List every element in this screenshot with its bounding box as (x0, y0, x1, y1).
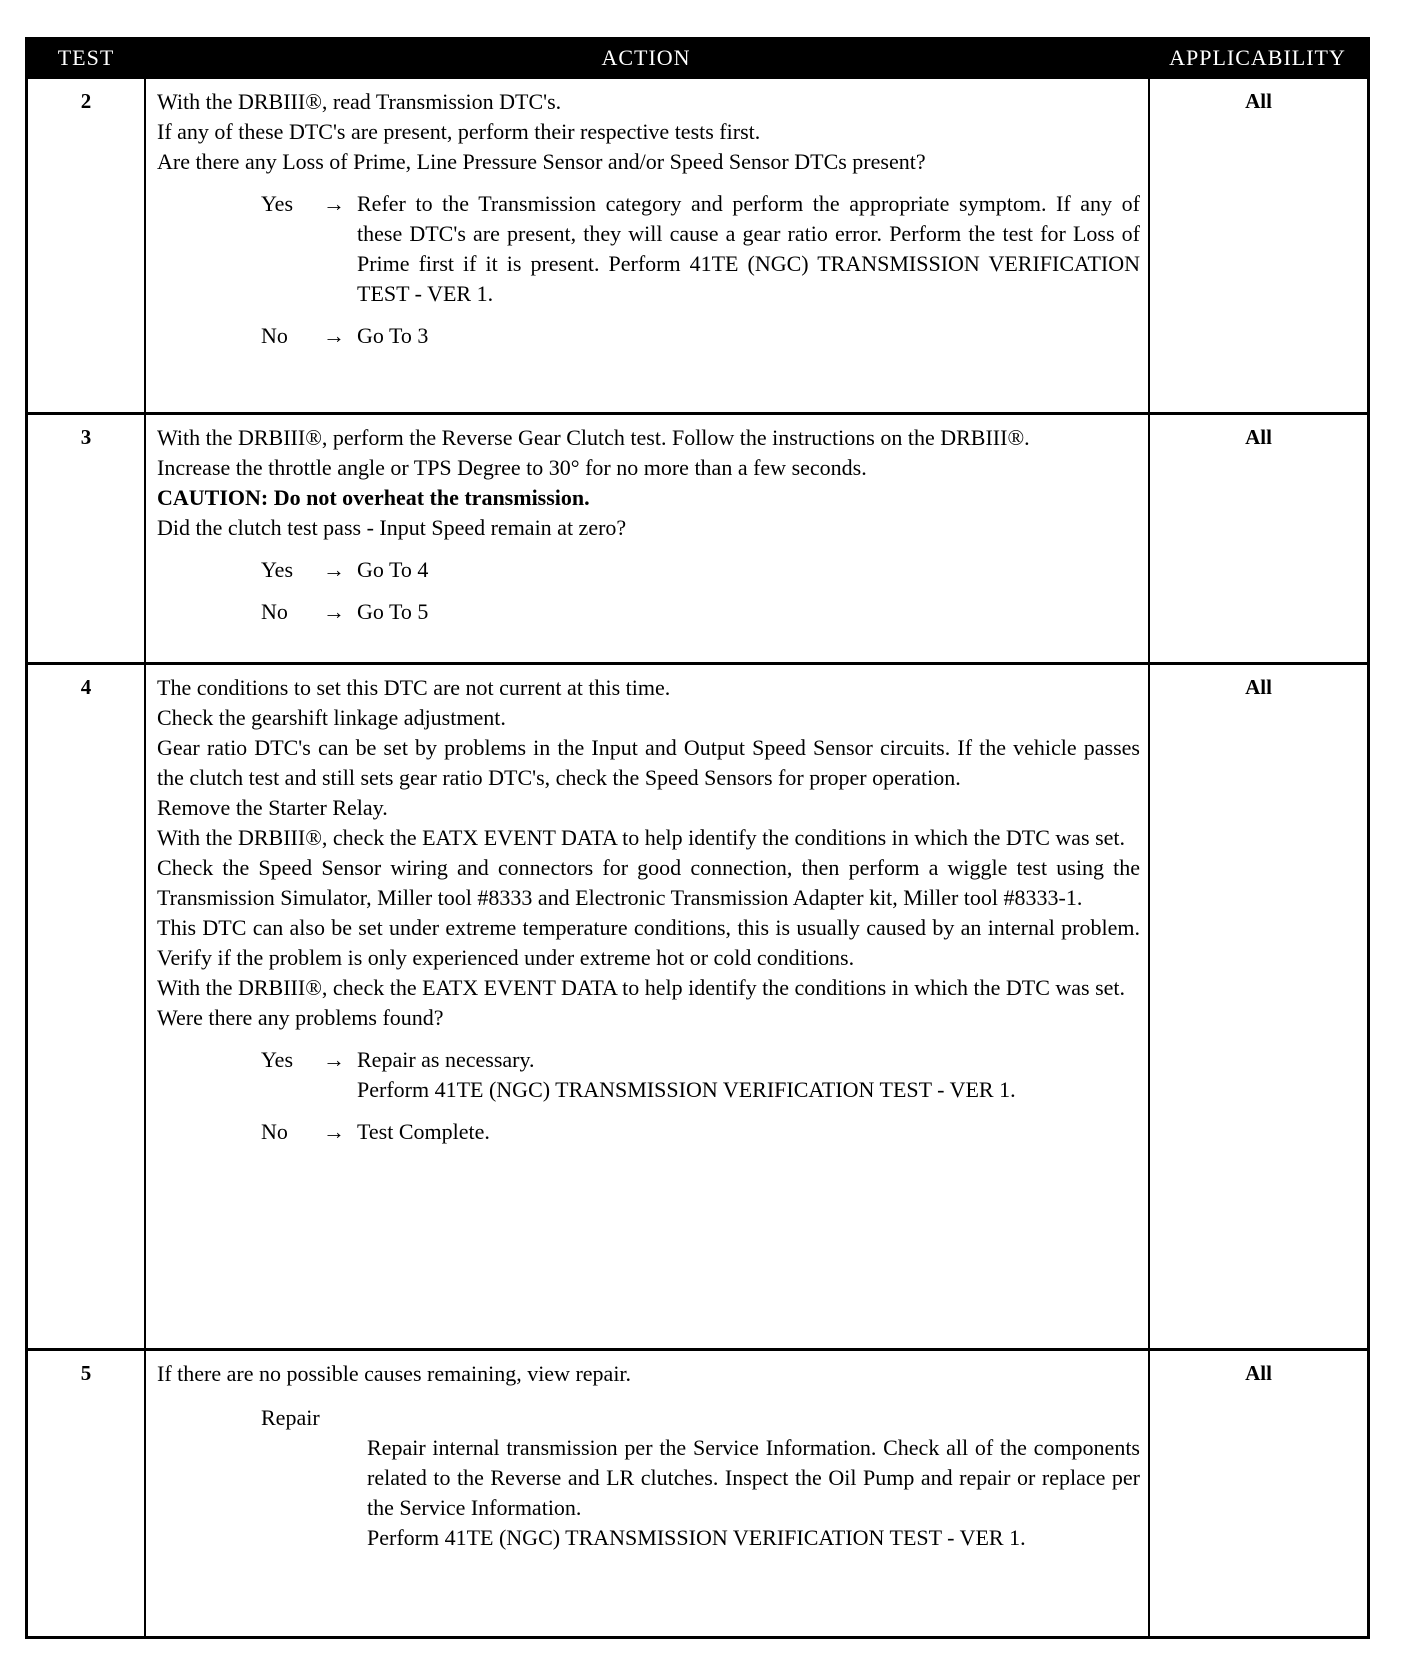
yes-text-line: Repair as necessary. (357, 1047, 535, 1072)
action-line: This DTC can also be set under extreme temperature conditions, this is usually caused by an internal problem. Verify if the problem is only experienced under extreme hot or cold conditions. (157, 915, 1140, 970)
yes-answer (157, 555, 1140, 585)
yes-text: Refer to the Transmission category and perform the appropriate symptom. If any of these DTC's are present, they will cause a gear ratio error. Perform the test for Loss of Prime first if it is present. Perform 41TE (NGC) TRANSMISSION VERIFICATION TEST - VER 1. (357, 191, 1140, 306)
test-number: 5 (28, 1351, 146, 1636)
action-line: With the DRBIII®, check the EATX EVENT DATA to help identify the conditions in which the DTC was set. (157, 825, 1126, 850)
arrow-icon: → (323, 1119, 345, 1144)
diagnostic-table (25, 37, 1370, 1639)
action-line: With the DRBIII®, check the EATX EVENT DATA to help identify the conditions in which the DTC was set. (157, 975, 1126, 1000)
applicability-cell: All (1245, 425, 1272, 449)
action-cell (146, 665, 1150, 1348)
action-line: The conditions to set this DTC are not current at this time. (157, 675, 671, 700)
no-label: No (261, 323, 288, 348)
no-answer (157, 1117, 1140, 1147)
arrow-icon: → (323, 191, 345, 216)
action-cell (146, 1351, 1150, 1636)
no-text: Go To 5 (357, 599, 429, 624)
repair-text-line: Repair internal transmission per the Service Information. Check all of the components related to the Reverse and LR clutches. Inspect the Oil Pump and repair or replace per the Service Information. (367, 1435, 1140, 1520)
action-line: Check the Speed Sensor wiring and connectors for good connection, then perform a wiggle test using the Transmission Simulator, Miller tool #8333 and Electronic Transmission Adapter kit, Miller tool #8333-1. (157, 855, 1140, 910)
no-label: No (261, 599, 288, 624)
action-line: Check the gearshift linkage adjustment. (157, 705, 506, 730)
table-row (28, 662, 1367, 1348)
caution-text: CAUTION: Do not overheat the transmission. (157, 485, 590, 510)
action-line: If any of these DTC's are present, perform their respective tests first. (157, 119, 761, 144)
repair-text-line: Perform 41TE (NGC) TRANSMISSION VERIFICATION TEST - VER 1. (367, 1525, 1026, 1550)
yes-label: Yes (261, 1047, 294, 1072)
action-line: Were there any problems found? (157, 1005, 444, 1030)
action-cell (146, 415, 1150, 662)
repair-label: Repair (261, 1405, 320, 1430)
yes-text: Go To 4 (357, 557, 429, 582)
no-label: No (261, 1119, 288, 1144)
arrow-icon: → (323, 599, 345, 624)
yes-text (357, 1045, 1140, 1105)
no-answer (157, 321, 1140, 351)
applicability-cell: All (1245, 675, 1272, 699)
no-text: Test Complete. (357, 1119, 490, 1144)
yes-label: Yes (261, 557, 294, 582)
action-line: Gear ratio DTC's can be set by problems in the Input and Output Speed Sensor circuits. If the vehicle passes the clutch test and still sets gear ratio DTC's, check the Speed Sensors for proper operation. (157, 735, 1140, 790)
header-action: ACTION (601, 45, 691, 70)
header-test: TEST (57, 45, 115, 70)
repair-text (367, 1433, 1140, 1553)
no-text: Go To 3 (357, 323, 429, 348)
action-cell (146, 79, 1150, 412)
action-line: Are there any Loss of Prime, Line Pressure Sensor and/or Speed Sensor DTCs present? (157, 149, 926, 174)
table-row (28, 76, 1367, 412)
test-number: 2 (28, 79, 146, 412)
yes-text-line: Perform 41TE (NGC) TRANSMISSION VERIFICATION TEST - VER 1. (357, 1077, 1016, 1102)
yes-answer (157, 189, 1140, 309)
action-line: Increase the throttle angle or TPS Degree to 30° for no more than a few seconds. (157, 455, 867, 480)
question-text: Did the clutch test pass - Input Speed remain at zero? (157, 515, 627, 540)
action-line: Remove the Starter Relay. (157, 795, 388, 820)
header-applicability: APPLICABILITY (1169, 45, 1346, 70)
action-line: With the DRBIII®, read Transmission DTC's. (157, 89, 562, 114)
arrow-icon: → (323, 557, 345, 582)
yes-answer (157, 1045, 1140, 1105)
yes-label: Yes (261, 191, 294, 216)
arrow-icon: → (323, 1047, 345, 1072)
table-row (28, 1348, 1367, 1636)
action-line: If there are no possible causes remaining, view repair. (157, 1361, 632, 1386)
table-row (28, 412, 1367, 662)
applicability-cell: All (1245, 89, 1272, 113)
applicability-cell: All (1245, 1361, 1272, 1385)
no-answer (157, 597, 1140, 627)
action-line: With the DRBIII®, perform the Reverse Gear Clutch test. Follow the instructions on the DRBIII®. (157, 425, 1030, 450)
test-number: 3 (28, 415, 146, 662)
table-header (28, 40, 1367, 76)
arrow-icon: → (323, 323, 345, 348)
test-number: 4 (28, 665, 146, 1348)
